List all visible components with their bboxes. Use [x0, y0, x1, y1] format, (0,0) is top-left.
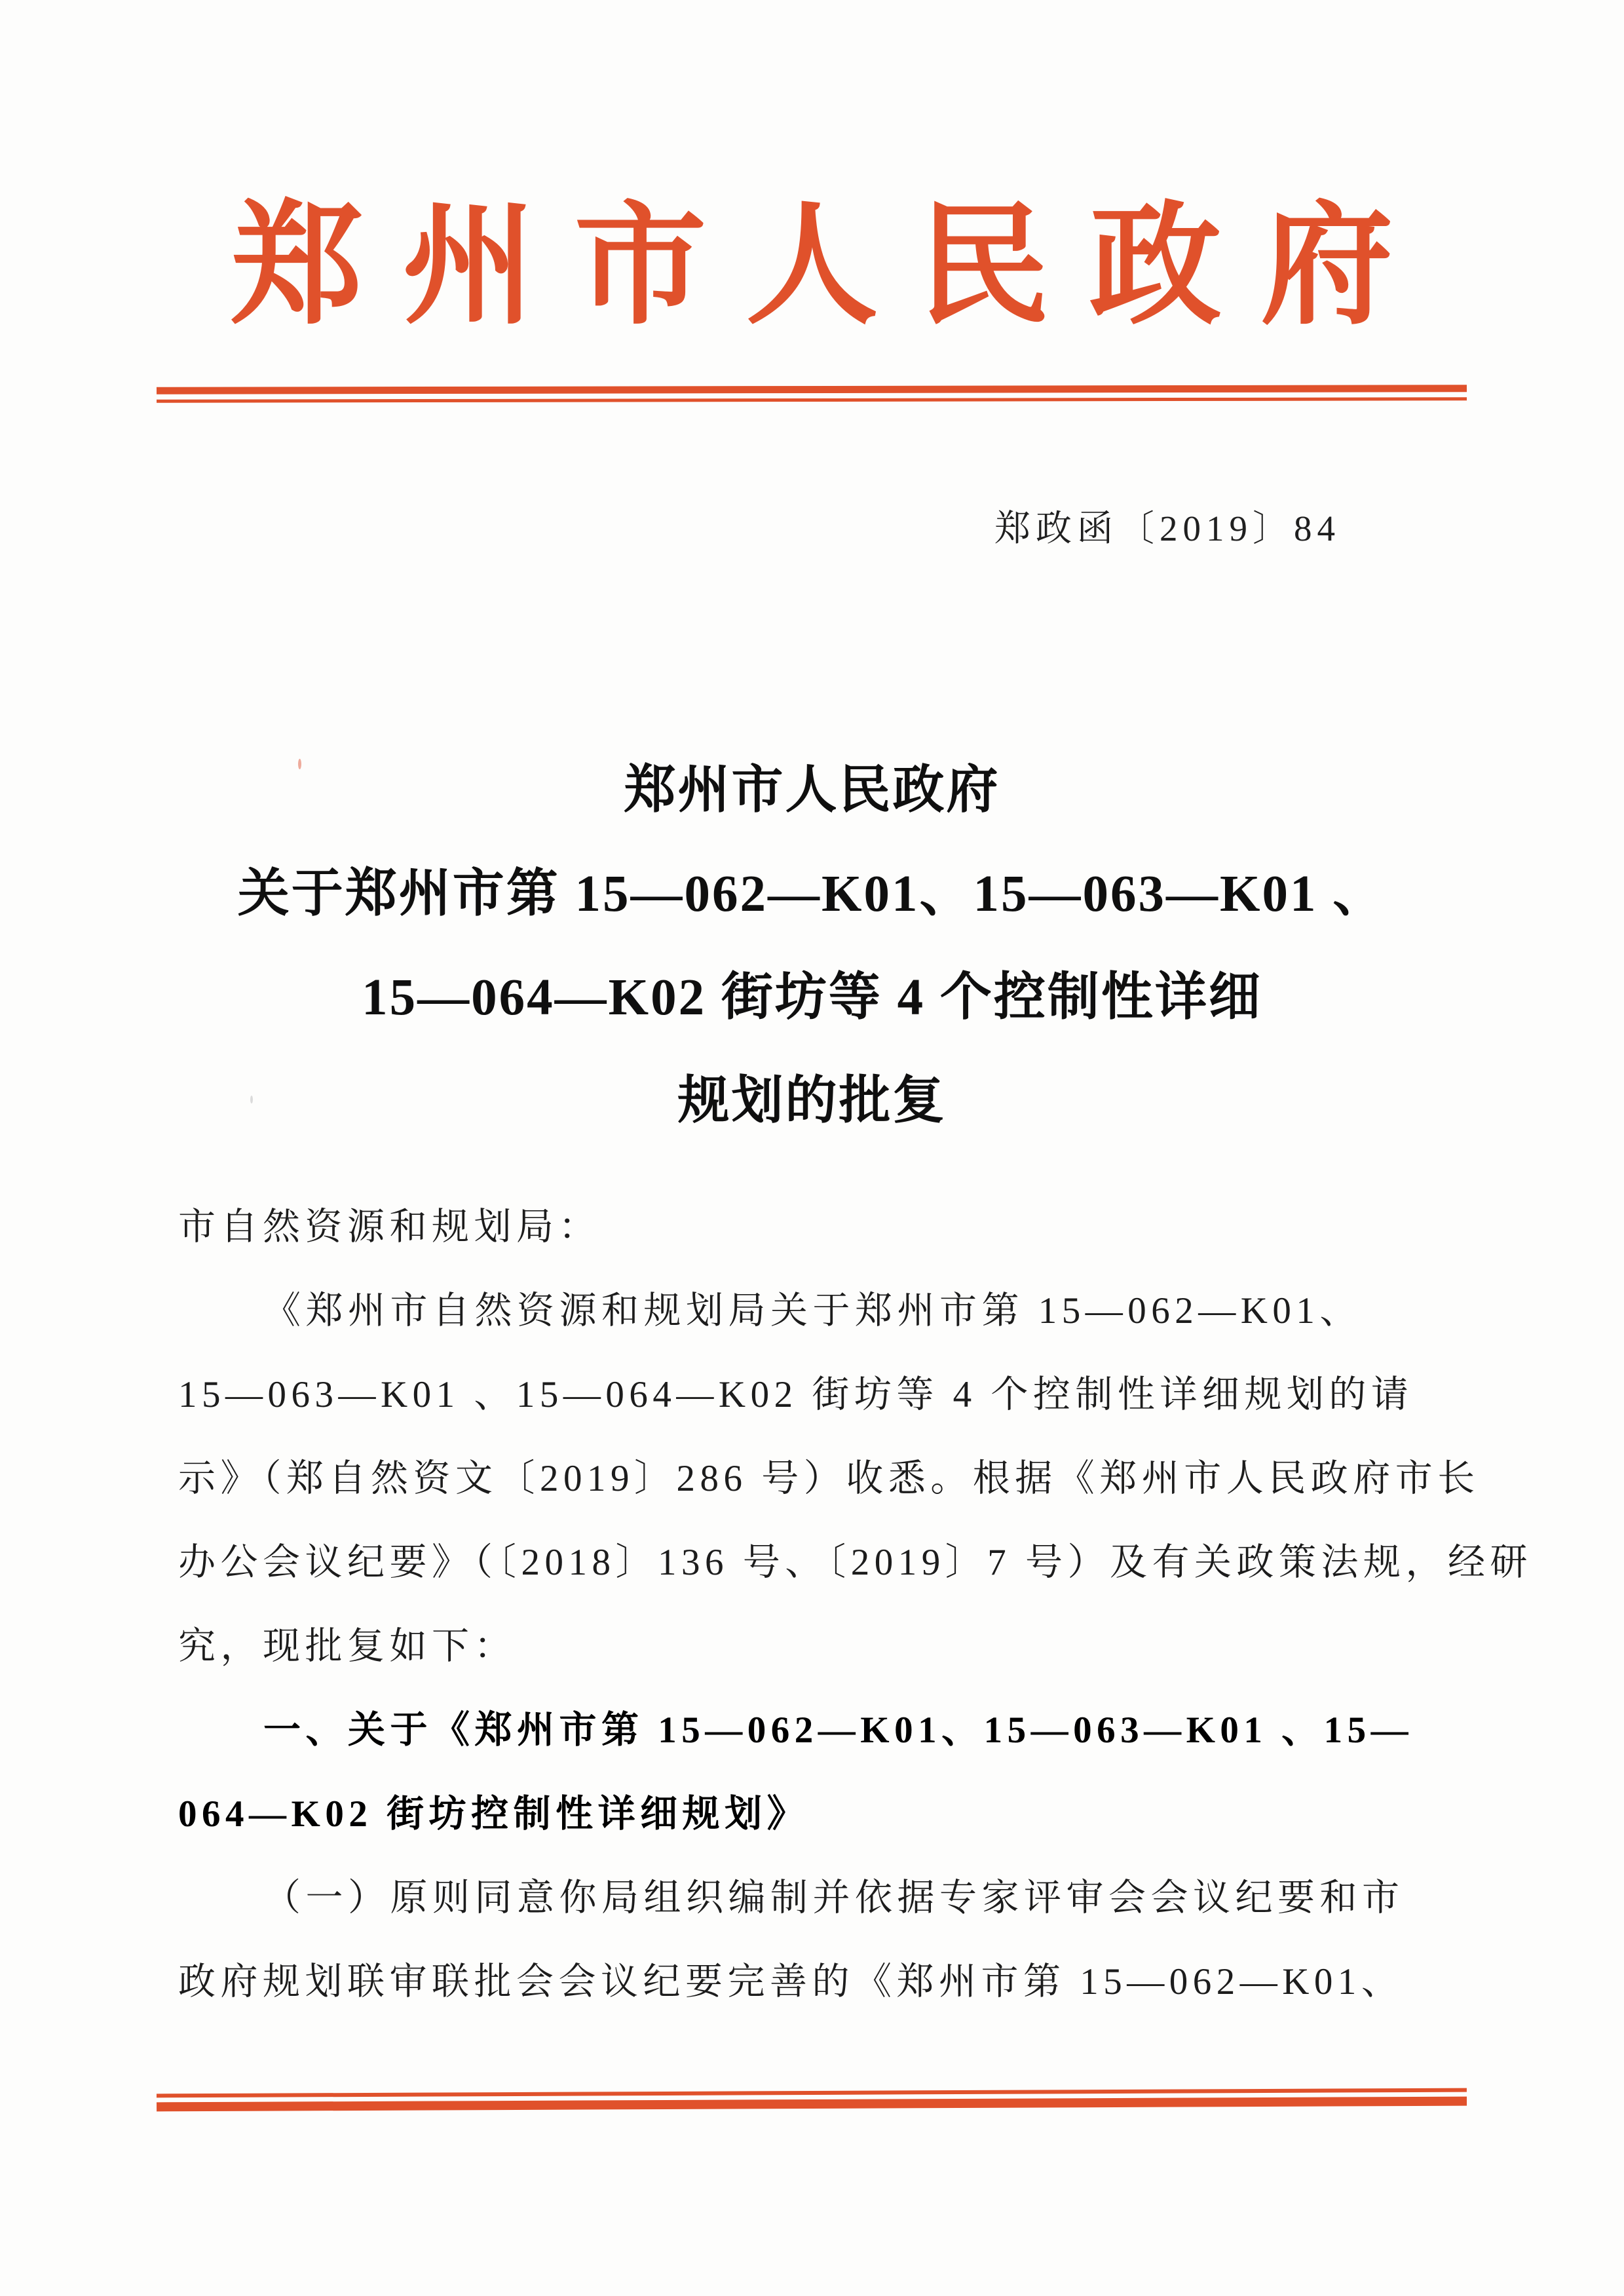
body-text-line: 《郑州市自然资源和规划局关于郑州市第 15—062—K01、	[263, 1290, 1362, 1331]
body-text-line: 15—063—K01 、15—064—K02 街坊等 4 个控制性详细规划的请	[178, 1374, 1414, 1415]
document-title-line: 关于郑州市第 15—062—K01、15—063—K01 、	[237, 866, 1387, 923]
body-text-line: 示》（郑自然资文〔2019〕286 号）收悉。根据《郑州市人民政府市长	[178, 1458, 1480, 1499]
footer-divider	[157, 2088, 1467, 2112]
body-text-line: 政府规划联审联批会会议纪要完善的《郑州市第 15—062—K01、	[178, 1961, 1404, 2002]
document-body	[178, 1185, 1532, 2024]
salutation-line: 市自然资源和规划局：	[178, 1206, 601, 1248]
body-text-line: 究，现批复如下：	[178, 1626, 516, 1667]
document-title-line: 郑州市人民政府	[624, 762, 1000, 819]
document-title	[0, 739, 1624, 1153]
letterhead-org-name: 郑州市人民政府	[231, 193, 1433, 340]
body-heading-line: 064—K02 街坊控制性详细规划》	[178, 1793, 810, 1835]
document-title-line: 规划的批复	[677, 1073, 947, 1130]
document-title-line: 15—064—K02 街坊等 4 个控制性详细	[362, 969, 1262, 1026]
scan-speck	[298, 759, 301, 769]
body-text-line: （一）原则同意你局组织编制并依据专家评审会会议纪要和市	[263, 1877, 1405, 1919]
document-reference-number: 郑政函〔2019〕84	[994, 508, 1340, 548]
letterhead-divider	[157, 385, 1467, 402]
body-text-line: 办公会议纪要》（〔2018〕136 号、〔2019〕7 号）及有关政策法规，经研	[178, 1542, 1532, 1583]
body-heading-line: 一、关于《郑州市第 15—062—K01、15—063—K01 、15—	[263, 1710, 1414, 1751]
scan-speck	[250, 1096, 253, 1103]
